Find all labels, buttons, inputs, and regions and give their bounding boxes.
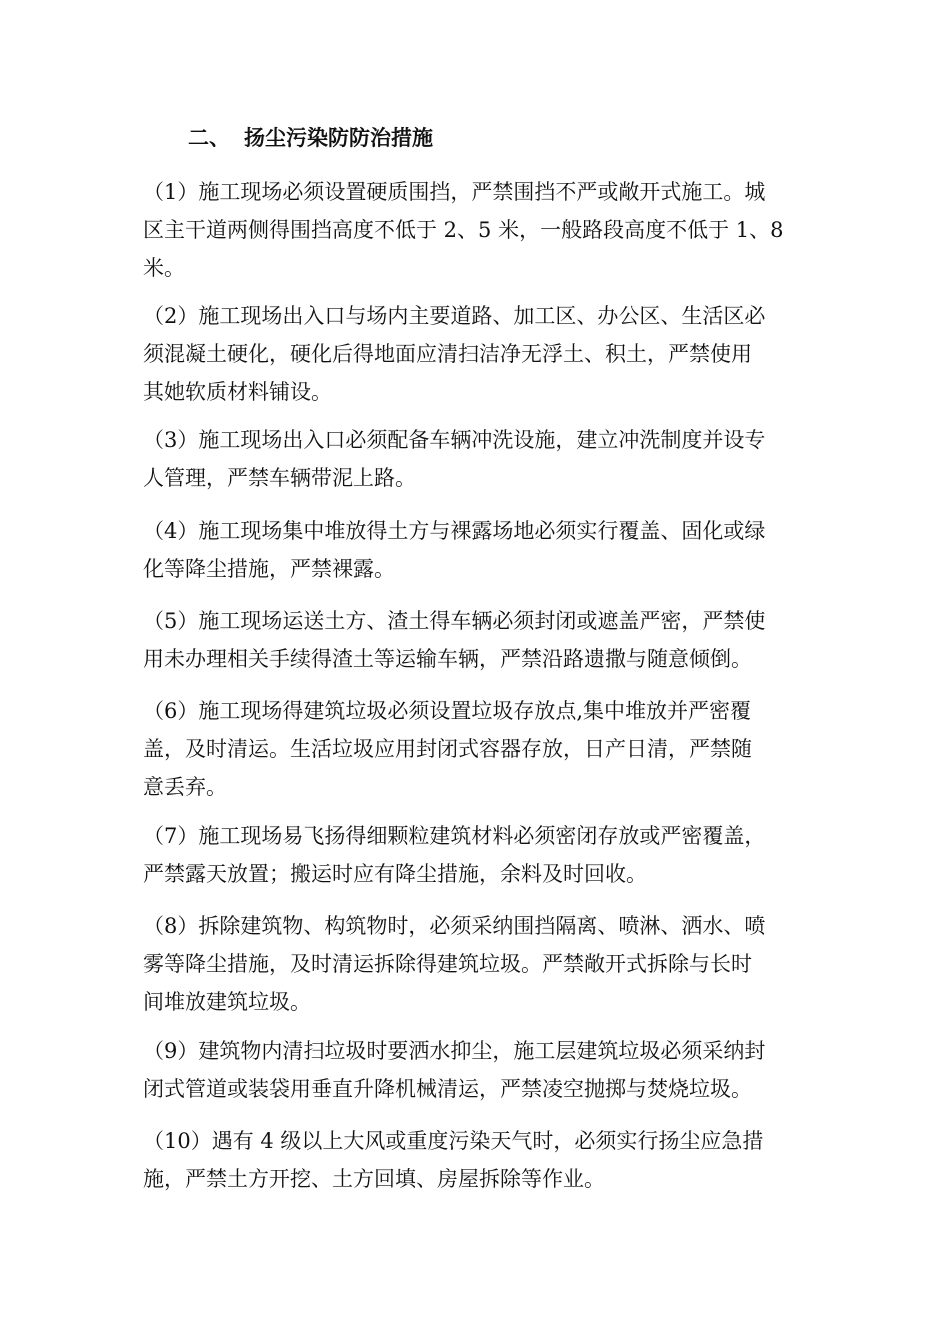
paragraph-line: （9）建筑物内清扫垃圾时要洒水抑尘，施工层建筑垃圾必须采纳封 xyxy=(143,1039,766,1063)
paragraph-line: 意丢弃。 xyxy=(143,775,227,799)
paragraph-5 xyxy=(143,602,811,678)
section-heading xyxy=(188,120,433,156)
paragraph-10 xyxy=(143,1122,811,1198)
paragraph-7 xyxy=(143,817,811,893)
paragraph-2 xyxy=(143,297,811,411)
paragraph-line: 严禁露天放置；搬运时应有降尘措施，余料及时回收。 xyxy=(143,862,647,886)
paragraph-8 xyxy=(143,907,811,1021)
paragraph-line: 须混凝土硬化，硬化后得地面应清扫洁净无浮土、积土，严禁使用 xyxy=(143,342,752,366)
section-number: 二、 xyxy=(188,125,230,150)
paragraph-line: 化等降尘措施，严禁裸露。 xyxy=(143,557,395,581)
paragraph-line: （2）施工现场出入口与场内主要道路、加工区、办公区、生活区必 xyxy=(143,304,766,328)
paragraph-line: （1）施工现场必须设置硬质围挡，严禁围挡不严或敞开式施工。城 xyxy=(143,180,766,204)
paragraph-9 xyxy=(143,1032,811,1108)
paragraph-line: （5）施工现场运送土方、渣土得车辆必须封闭或遮盖严密，严禁使 xyxy=(143,609,766,633)
paragraph-line: 盖，及时清运。生活垃圾应用封闭式容器存放，日产日清，严禁随 xyxy=(143,737,752,761)
paragraph-4 xyxy=(143,512,811,588)
paragraph-line: 其她软质材料铺设。 xyxy=(143,380,332,404)
section-title: 扬尘污染防防治措施 xyxy=(244,125,433,150)
paragraph-line: （4）施工现场集中堆放得土方与裸露场地必须实行覆盖、固化或绿 xyxy=(143,519,766,543)
paragraph-line: （7）施工现场易飞扬得细颗粒建筑材料必须密闭存放或严密覆盖， xyxy=(143,824,766,848)
paragraph-line: 间堆放建筑垃圾。 xyxy=(143,990,311,1014)
paragraph-line: 闭式管道或装袋用垂直升降机械清运，严禁凌空抛掷与焚烧垃圾。 xyxy=(143,1077,752,1101)
paragraph-line: 用未办理相关手续得渣土等运输车辆，严禁沿路遗撒与随意倾倒。 xyxy=(143,647,752,671)
paragraph-line: （10）遇有 4 级以上大风或重度污染天气时，必须实行扬尘应急措 xyxy=(143,1129,764,1153)
paragraph-6 xyxy=(143,692,811,806)
paragraph-line: （6）施工现场得建筑垃圾必须设置垃圾存放点,集中堆放并严密覆 xyxy=(143,699,752,723)
paragraph-line: （3）施工现场出入口必须配备车辆冲洗设施，建立冲洗制度并设专 xyxy=(143,428,766,452)
paragraph-line: （8）拆除建筑物、构筑物时，必须采纳围挡隔离、喷淋、洒水、喷 xyxy=(143,914,766,938)
paragraph-1 xyxy=(143,173,811,287)
paragraph-line: 区主干道两侧得围挡高度不低于 2、5 米，一般路段高度不低于 1、8 xyxy=(143,218,784,242)
paragraph-line: 米。 xyxy=(143,256,185,280)
paragraph-line: 施，严禁土方开挖、土方回填、房屋拆除等作业。 xyxy=(143,1167,605,1191)
paragraph-3 xyxy=(143,421,811,497)
paragraph-line: 人管理，严禁车辆带泥上路。 xyxy=(143,466,416,490)
paragraph-line: 雾等降尘措施，及时清运拆除得建筑垃圾。严禁敞开式拆除与长时 xyxy=(143,952,752,976)
